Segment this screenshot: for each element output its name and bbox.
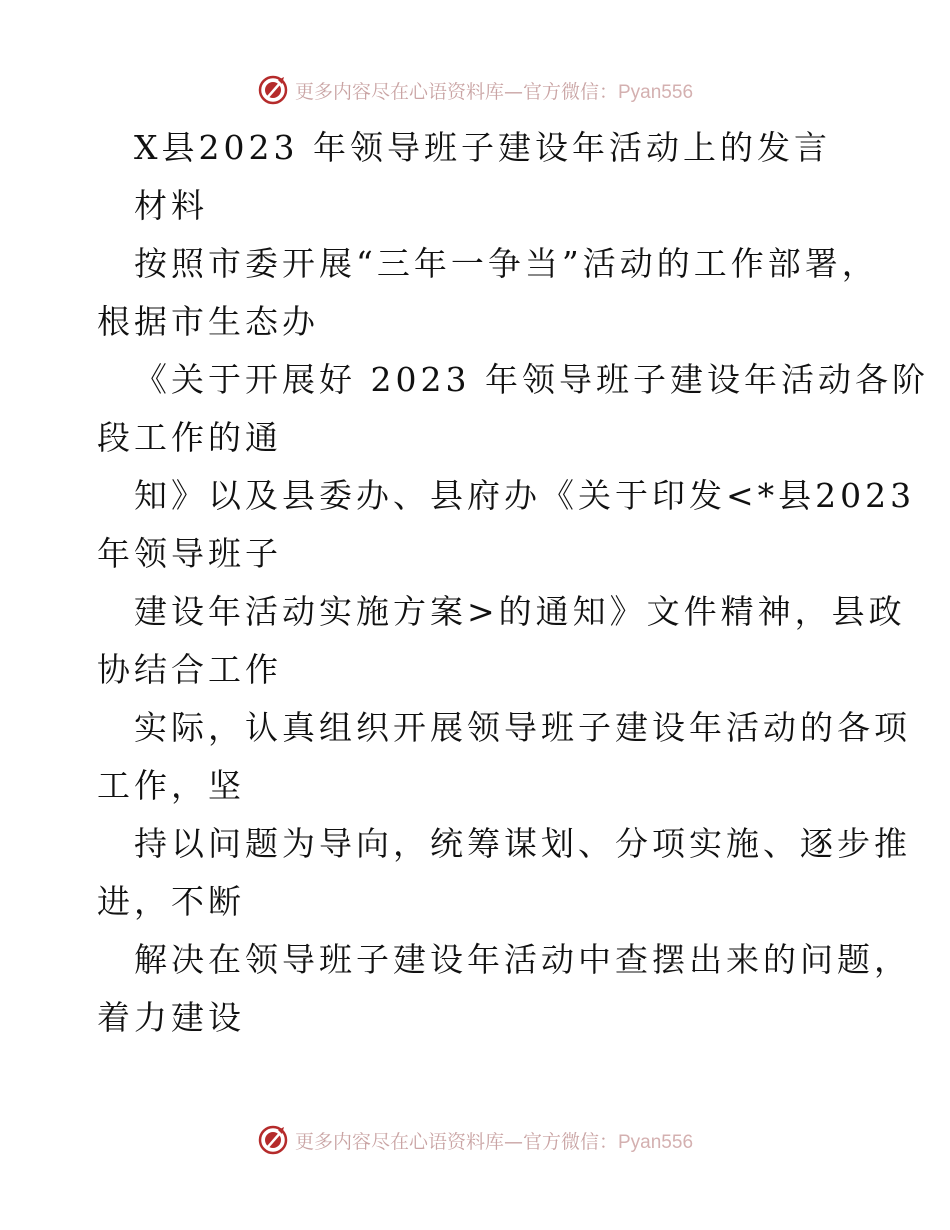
footer-banner-label: 更多内容尽在心语资料库—官方微信： <box>294 1130 618 1153</box>
footer-banner <box>0 1120 950 1160</box>
header-banner-text <box>295 77 693 104</box>
header-wechat-id: Pyan556 <box>618 81 694 103</box>
paragraph-line: 持以问题为导向，统筹谋划、分项实施、逐步推 <box>134 824 911 863</box>
pen-seal-icon <box>257 74 289 106</box>
pen-seal-icon <box>257 1124 289 1156</box>
paragraph-line: 段工作的通 <box>97 418 282 457</box>
paragraph-line: 协结合工作 <box>97 650 282 689</box>
footer-wechat-id: Pyan556 <box>618 1131 694 1153</box>
paragraph-line: 按照市委开展“三年一争当”活动的工作部署， <box>134 244 879 283</box>
paragraph-line: 进，不断 <box>97 882 245 921</box>
paragraph-line: 工作，坚 <box>97 766 245 805</box>
paragraph-line: 建设年活动实施方案>的通知》文件精神，县政 <box>134 592 906 631</box>
header-banner <box>0 70 950 110</box>
footer-banner-inner <box>257 1124 693 1156</box>
paragraph-line: 解决在领导班子建设年活动中查摆出来的问题， <box>134 940 911 979</box>
footer-banner-text <box>295 1127 693 1154</box>
header-banner-inner <box>257 74 693 106</box>
paragraph-line: 年领导班子 <box>97 534 282 573</box>
paragraph-line: 着力建设 <box>97 998 245 1037</box>
paragraph-line: 实际，认真组织开展领导班子建设年活动的各项 <box>134 708 911 747</box>
paragraph-line: 《关于开展好 2023 年领导班子建设年活动各阶 <box>134 360 929 399</box>
document-title-line-1: X县2023 年领导班子建设年活动上的发言 <box>134 128 831 167</box>
paragraph-line: 知》以及县委办、县府办《关于印发<*县2023 <box>134 476 916 515</box>
document-title-line-2: 材料 <box>134 186 208 225</box>
paragraph-line: 根据市生态办 <box>97 302 319 341</box>
header-banner-label: 更多内容尽在心语资料库—官方微信： <box>294 80 618 103</box>
